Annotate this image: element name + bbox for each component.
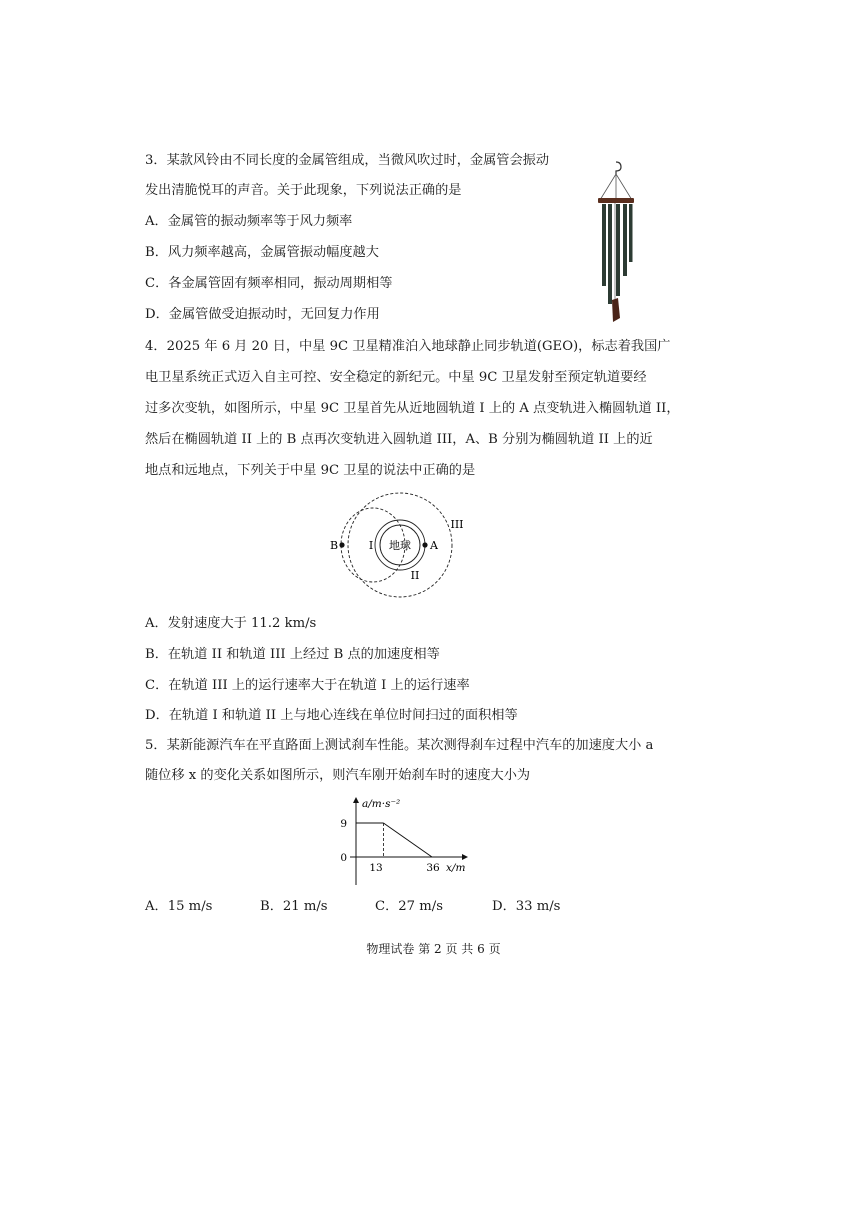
orbit-diagram [322,490,472,600]
q5-choice-a: A．15 m/s [145,899,213,914]
wind-chime-image [592,160,638,330]
graph-y-tick: 9 [340,818,347,830]
earth-label: 地球 [389,539,411,552]
q4-stem-line4: 然后在椭圆轨道 II 上的 B 点再次变轨进入圆轨道 III，A、B 分别为椭圆轨道 II 上的近 [145,432,653,447]
q4-option-a: A．发射速度大于 11.2 km/s [145,616,317,631]
graph-ylabel: a/m·s⁻² [362,798,401,810]
q3-option-c: C．各金属管固有频率相同，振动周期相等 [145,276,393,291]
label-B: B [330,539,339,552]
q4-option-c: C．在轨道 III 上的运行速率大于在轨道 I 上的运行速率 [145,678,470,693]
graph-x-tick-13: 13 [369,862,383,874]
q3-option-d: D．金属管做受迫振动时，无回复力作用 [145,307,380,322]
label-III: III [450,518,464,531]
q5-choice-b: B．21 m/s [260,899,328,914]
q3-option-b: B．风力频率越高，金属管振动幅度越大 [145,245,379,260]
a-x-graph [336,793,476,888]
q4-stem-line1: 4．2025 年 6 月 20 日，中星 9C 卫星精准泊入地球静止同步轨道(GEO)，标志着我国广 [145,339,671,354]
graph-xlabel: x/m [446,862,466,874]
graph-origin: 0 [340,852,347,864]
q4-option-d: D．在轨道 I 和轨道 II 上与地心连线在单位时间扫过的面积相等 [145,708,518,723]
graph-x-tick-36: 36 [426,862,440,874]
q5-choice-c: C．27 m/s [375,899,443,914]
label-A: A [430,539,438,552]
q3-option-a: A．金属管的振动频率等于风力频率 [145,214,353,229]
label-II: II [410,569,420,582]
q4-stem-line5: 地点和远地点，下列关于中星 9C 卫星的说法中正确的是 [145,463,476,478]
page-footer: 物理试卷 第 2 页 共 6 页 [366,942,501,956]
label-I: I [368,539,374,552]
q5-choice-d: D．33 m/s [492,899,561,914]
graph-line-decreasing [383,823,432,857]
q4-option-b: B．在轨道 II 和轨道 III 上经过 B 点的加速度相等 [145,647,440,662]
q3-stem-line1: 3．某款风铃由不同长度的金属管组成，当微风吹过时，金属管会振动 [145,153,550,168]
q5-stem-line1: 5．某新能源汽车在平直路面上测试刹车性能。某次测得刹车过程中汽车的加速度大小 a [145,738,654,753]
q5-stem-line2: 随位移 x 的变化关系如图所示，则汽车刚开始刹车时的速度大小为 [145,768,531,783]
q3-stem-line2: 发出清脆悦耳的声音。关于此现象，下列说法正确的是 [145,183,462,198]
q4-stem-line2: 电卫星系统正式迈入自主可控、安全稳定的新纪元。中星 9C 卫星发射至预定轨道要经 [145,370,647,385]
q4-stem-line3: 过多次变轨，如图所示，中星 9C 卫星首先从近地圆轨道 I 上的 A 点变轨进入椭圆轨道 II， [145,401,680,416]
